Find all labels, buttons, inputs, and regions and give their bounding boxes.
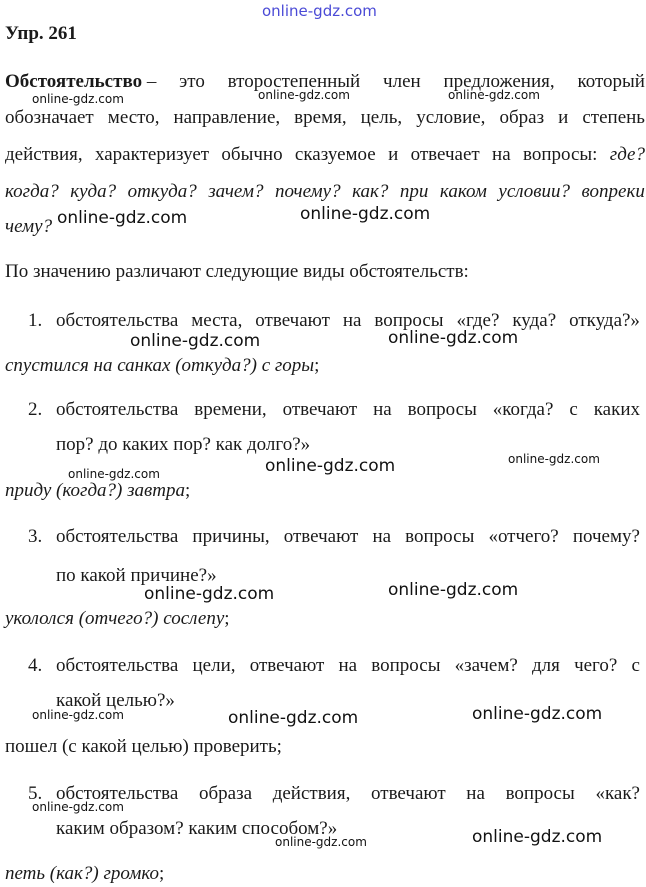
watermark: online-gdz.com [144, 584, 275, 604]
item-4-line-2: какой целью?» [56, 690, 175, 711]
item-number: 5. [28, 783, 43, 804]
item-4-line-1: обстоятельства цели, отвечают на вопросы «зачем? для чего? с [56, 655, 640, 676]
watermark: online-gdz.com [258, 88, 350, 102]
intro-line-2: обозначает место, направление, время, цель, условие, образ и степень [5, 107, 645, 128]
watermark: online-gdz.com [388, 328, 519, 348]
item-1-example: спустился на санках (откуда?) с горы; [5, 355, 320, 376]
item-number: 1. [28, 310, 43, 331]
item-3-line-2: по какой причине?» [56, 565, 217, 586]
intro-line-4: когда? куда? откуда? зачем? почему? как? при каком условии? вопреки [5, 181, 645, 202]
item-number: 4. [28, 655, 43, 676]
watermark: online-gdz.com [448, 88, 540, 102]
watermark: online-gdz.com [300, 204, 431, 224]
watermark: online-gdz.com [57, 208, 188, 228]
watermark: online-gdz.com [32, 800, 124, 814]
watermark-top: online-gdz.com [262, 2, 377, 20]
watermark: online-gdz.com [275, 835, 367, 849]
intro-line-1: Обстоятельство – это второстепенный член предложения, который [5, 71, 645, 92]
watermark: online-gdz.com [228, 708, 359, 728]
lead-sentence: По значению различают следующие виды обстоятельств: [5, 261, 469, 282]
item-3-line-1: обстоятельства причины, отвечают на вопросы «отчего? почему? [56, 526, 640, 547]
watermark: online-gdz.com [32, 708, 124, 722]
watermark: online-gdz.com [508, 452, 600, 466]
item-5-line-2: каким образом? каким способом?» [56, 818, 338, 839]
item-4-example: пошел (с какой целью) проверить; [5, 736, 282, 757]
watermark: online-gdz.com [265, 456, 396, 476]
watermark: online-gdz.com [472, 704, 603, 724]
watermark: online-gdz.com [130, 331, 261, 351]
watermark: online-gdz.com [388, 580, 519, 600]
intro-line-5: чему? [5, 216, 53, 237]
item-number: 2. [28, 399, 43, 420]
item-1-line-1: обстоятельства места, отвечают на вопросы «где? куда? откуда?» [56, 310, 640, 331]
watermark: online-gdz.com [32, 92, 124, 106]
item-number: 3. [28, 526, 43, 547]
exercise-title: Упр. 261 [5, 23, 77, 44]
item-5-line-1: обстоятельства образа действия, отвечают на вопросы «как? [56, 783, 640, 804]
item-2-line-1: обстоятельства времени, отвечают на вопросы «когда? с каких [56, 399, 640, 420]
watermark: online-gdz.com [472, 827, 603, 847]
item-2-line-2: пор? до каких пор? как долго?» [56, 434, 311, 455]
item-2-example: приду (когда?) завтра; [5, 480, 191, 501]
item-3-example: укололся (отчего?) сослепу; [5, 608, 230, 629]
item-5-example: петь (как?) громко; [5, 863, 165, 884]
intro-line-3: действия, характеризует обычно сказуемое и отвечает на вопросы: где? [5, 144, 645, 165]
watermark: online-gdz.com [68, 467, 160, 481]
intro-term: Обстоятельство [5, 71, 143, 92]
